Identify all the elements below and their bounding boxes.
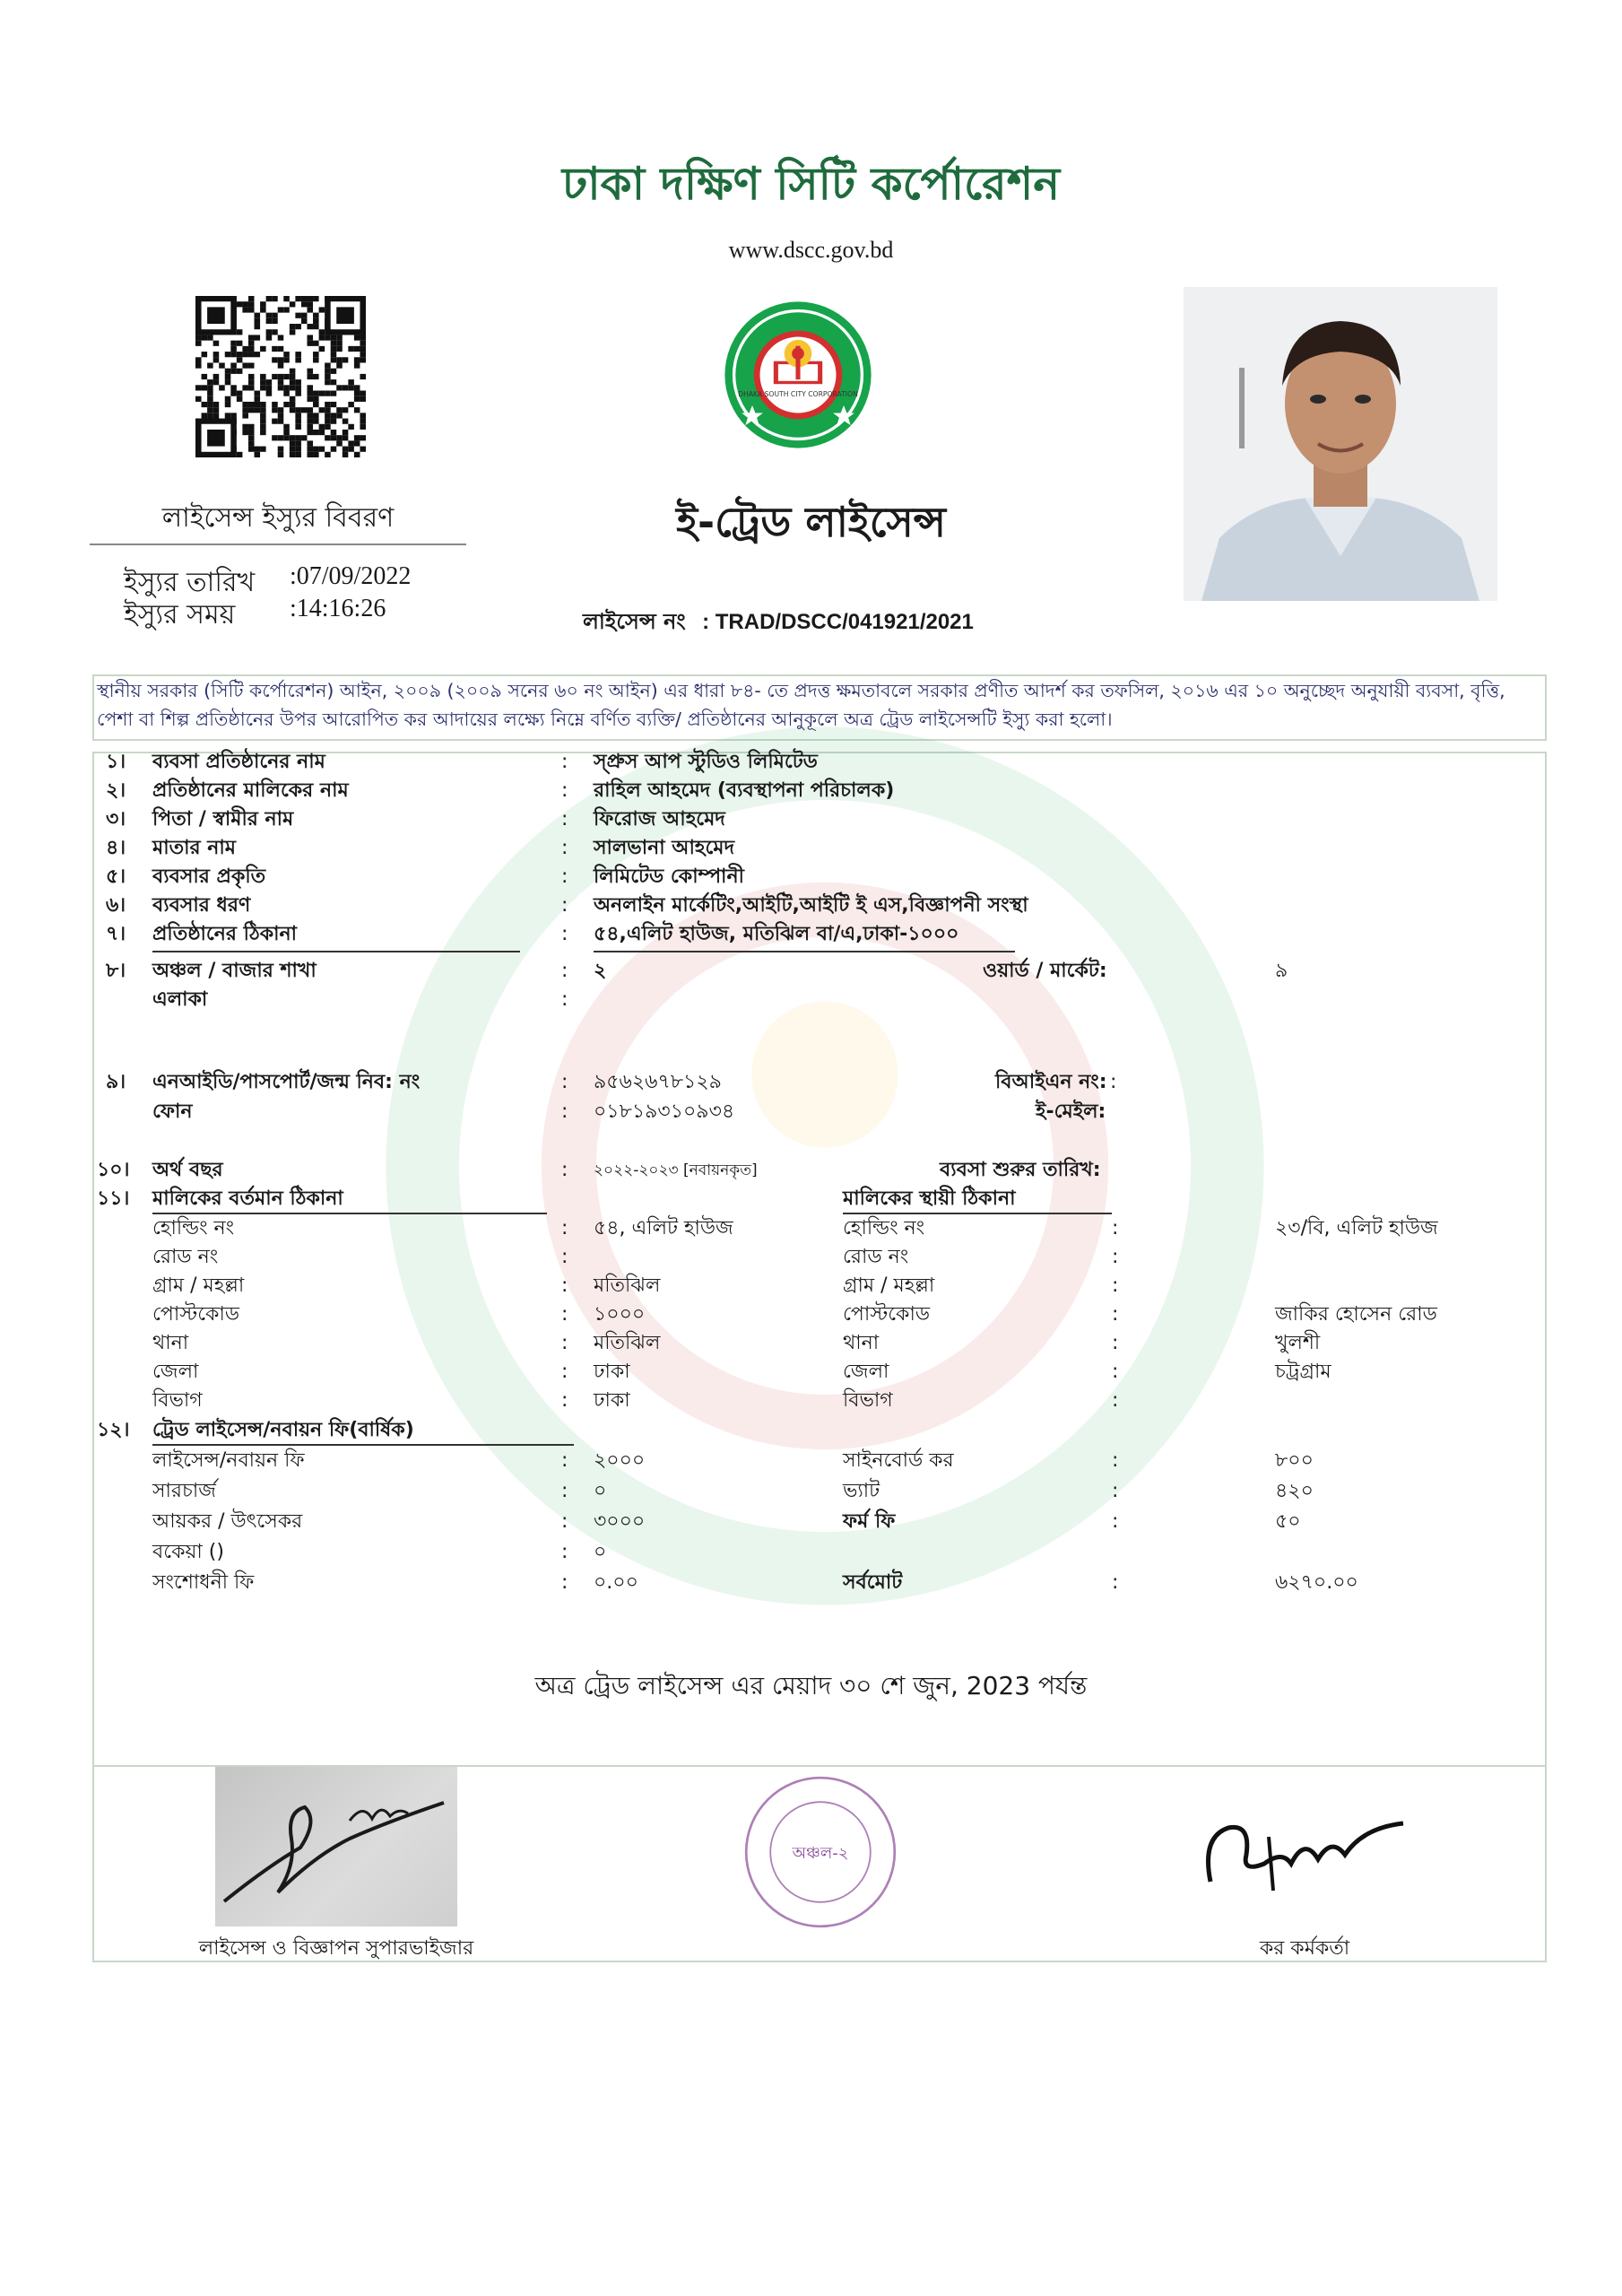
separator-colon: : — [1112, 1510, 1119, 1533]
address-permanent-value: খুলশী — [1275, 1332, 1321, 1354]
fee-value: ৩০০০ — [594, 1510, 646, 1533]
zone-value: ২ — [594, 960, 607, 982]
issue-time-row — [124, 593, 386, 639]
fee-right-label: ভ্যাট — [843, 1480, 880, 1502]
field-number: ৪। — [106, 837, 126, 859]
field-value: ফিরোজ আহমেদ — [594, 808, 725, 831]
address-current-value: মতিঝিল — [594, 1274, 661, 1297]
field-label: প্রতিষ্ঠানের ঠিকানা — [152, 923, 298, 945]
separator-colon: : — [561, 1303, 568, 1326]
field-label: প্রতিষ্ঠানের মালিকের নাম — [152, 779, 349, 802]
fee-right-value: ৪২০ — [1275, 1480, 1314, 1502]
separator-colon: : — [561, 1246, 568, 1268]
ward-label: ওয়ার্ড / মার্কেট: — [983, 960, 1107, 982]
underline — [152, 1444, 574, 1446]
fee-value: ০ — [594, 1541, 607, 1563]
current-address-label: মালিকের বর্তমান ঠিকানা — [152, 1187, 343, 1210]
supervisor-signature — [215, 1767, 457, 1926]
qr-code-icon — [195, 296, 366, 457]
zone-number: ৮। — [106, 960, 126, 982]
validity-statement: অত্র ট্রেড লাইসেন্স এর মেয়াদ ৩০ শে জুন, 2023 পর্যন্ত — [534, 1671, 1088, 1700]
address-permanent-label: থানা — [843, 1332, 880, 1354]
separator-colon: : — [561, 1274, 568, 1297]
phone-value: ০১৮১৯৩১০৯৩৪ — [594, 1100, 735, 1123]
zone-label: অঞ্চল / বাজার শাখা — [152, 960, 317, 982]
address-current-value: ঢাকা — [594, 1389, 630, 1412]
address-field-label: জেলা — [152, 1361, 199, 1383]
fee-label: লাইসেন্স/নবায়ন ফি — [152, 1449, 305, 1472]
separator-colon: : — [561, 751, 568, 773]
address-current-value: ৫৪, এলিট হাউজ — [594, 1217, 733, 1239]
preamble-text: স্থানীয় সরকার (সিটি কর্পোরেশন) আইন, ২০০৯ (২০০৯ সনের ৬০ নং আইন) এর ধারা ৮৪- তে প্রদত্ত ক্ষমতাবলে সরকার প্রণীত আদর্শ কর তফসিল, ২০১৬ এর ১০ অনুচ্ছেদ অনুযায়ী ব্যবসা, বৃত্তি, পেশা বা শিল্প প্রতিষ্ঠানের উপর আরোপিত কর আদায়ের লক্ষ্যে নিম্নে বর্ণিত ব্যক্তি/ প্রতিষ্ঠানের আনুকূলে অত্র ট্রেড লাইসেন্সটি ইস্যু করা হলো। — [97, 680, 1505, 730]
underline — [594, 951, 1015, 952]
bin-label: বিআইএন নং: — [995, 1071, 1107, 1093]
issue-details-heading: লাইসেন্স ইস্যুর বিবরণ — [161, 502, 395, 534]
start-date-label: ব্যবসা শুরুর তারিখ: — [940, 1159, 1101, 1181]
watermark-logo-icon — [368, 709, 1282, 1623]
field-label: ব্যবসার প্রকৃতি — [152, 865, 266, 888]
separator-colon: : — [561, 988, 568, 1011]
fee-right-label: ফর্ম ফি — [843, 1510, 896, 1533]
fee-label: আয়কর / উৎসেকর — [152, 1510, 303, 1533]
separator-colon: : — [561, 808, 568, 831]
field-value: সালভানা আহমেদ — [594, 837, 735, 859]
fee-label: বকেয়া () — [152, 1541, 224, 1563]
separator-colon: : — [561, 1332, 568, 1354]
separator-colon: : — [561, 1389, 568, 1412]
ward-value: ৯ — [1275, 960, 1288, 982]
address-permanent-value: ২৩/বি, এলিট হাউজ — [1275, 1217, 1438, 1239]
field-value: স্প্রুস আপ স্টুডিও লিমিটেড — [594, 751, 818, 773]
address-permanent-value: চট্রগ্রাম — [1275, 1361, 1331, 1383]
fee-right-value: ৮০০ — [1275, 1449, 1314, 1472]
tax-officer-label: কর কর্মকর্তা — [1259, 1937, 1350, 1960]
fee-value: ২০০০ — [594, 1449, 646, 1472]
address-field-label: পোস্টকোড — [152, 1303, 240, 1326]
field-number: ৫। — [106, 865, 126, 888]
license-number-value: : TRAD/DSCC/041921/2021 — [702, 610, 974, 634]
field-value: রাহিল আহমেদ (ব্যবস্থাপনা পরিচালক) — [594, 779, 895, 802]
separator-colon: : — [1110, 1071, 1117, 1093]
fee-label: সারচার্জ — [152, 1480, 216, 1502]
address-field-label: রোড নং — [152, 1246, 219, 1268]
address-field-label: হোল্ডিং নং — [152, 1217, 235, 1239]
address-number: ১১। — [97, 1187, 130, 1210]
signature-scribble-icon — [1184, 1774, 1426, 1926]
separator-colon: : — [561, 1449, 568, 1472]
seal-text: অঞ্চল-২ — [792, 1844, 849, 1864]
separator-colon: : — [561, 1361, 568, 1383]
official-seal — [740, 1771, 901, 1933]
separator-colon: : — [561, 1480, 568, 1502]
address-permanent-label: বিভাগ — [843, 1389, 893, 1412]
license-number — [583, 605, 974, 641]
separator-colon: : — [1112, 1480, 1119, 1502]
nid-label: এনআইডি/পাসপোর্ট/জন্ম নিব: নং — [152, 1071, 421, 1093]
fiscal-number: ১০। — [97, 1159, 130, 1181]
address-field-label: গ্রাম / মহল্লা — [152, 1274, 245, 1297]
nid-value: ৯৫৬২৬৭৮১২৯ — [594, 1071, 722, 1093]
fees-number: ১২। — [97, 1419, 130, 1441]
nid-number: ৯। — [106, 1071, 126, 1093]
field-number: ৩। — [106, 808, 126, 831]
address-permanent-value: জাকির হোসেন রোড — [1275, 1303, 1437, 1326]
separator-colon: : — [1112, 1332, 1119, 1354]
fee-right-value: ৫০ — [1275, 1510, 1301, 1533]
field-number: ৭। — [106, 923, 126, 945]
fees-label: ট্রেড লাইসেন্স/নবায়ন ফি(বার্ষিক) — [152, 1419, 414, 1441]
underline — [152, 951, 520, 952]
separator-colon: : — [561, 1071, 568, 1093]
email-label: ই-মেইল: — [1036, 1100, 1106, 1123]
supervisor-label: লাইসেন্স ও বিজ্ঞাপন সুপারভাইজার — [198, 1937, 474, 1960]
field-number: ১। — [106, 751, 126, 773]
separator-colon: : — [1112, 1361, 1119, 1383]
area-label: এলাকা — [152, 988, 208, 1011]
issue-date-value: :07/09/2022 — [290, 562, 412, 590]
fee-right-label: সর্বমোট — [843, 1571, 903, 1594]
separator-colon: : — [561, 1541, 568, 1563]
fee-value: ০ — [594, 1480, 607, 1502]
field-number: ৬। — [106, 894, 126, 917]
field-number: ২। — [106, 779, 126, 802]
separator-colon: : — [1112, 1449, 1119, 1472]
page-title: ঢাকা দক্ষিণ সিটি কর্পোরেশন — [561, 158, 1061, 210]
address-field-label: থানা — [152, 1332, 189, 1354]
fee-right-label: সাইনবোর্ড কর — [843, 1449, 954, 1472]
issue-time-value: :14:16:26 — [290, 595, 386, 622]
separator-colon: : — [1112, 1389, 1119, 1412]
separator-colon: : — [1112, 1217, 1119, 1239]
field-value: অনলাইন মার্কেটিং,আইটি,আইটি ই এস,বিজ্ঞাপনী সংস্থা — [594, 894, 1028, 917]
fiscal-label: অর্থ বছর — [152, 1159, 223, 1181]
issue-time-label: ইস্যুর সময় — [124, 599, 236, 631]
field-label: মাতার নাম — [152, 837, 236, 859]
phone-label: ফোন — [152, 1100, 193, 1123]
issue-date-label: ইস্যুর তারিখ — [124, 567, 256, 598]
field-label: ব্যবসার ধরণ — [152, 894, 251, 917]
field-label: ব্যবসা প্রতিষ্ঠানের নাম — [152, 751, 325, 773]
address-permanent-label: জেলা — [843, 1361, 889, 1383]
logo-text: DHAKA SOUTH CITY CORPORATION — [738, 389, 858, 398]
address-permanent-label: গ্রাম / মহল্লা — [843, 1274, 935, 1297]
separator-colon: : — [561, 960, 568, 982]
separator-colon: : — [561, 1159, 568, 1181]
separator-colon: : — [1112, 1303, 1119, 1326]
separator-colon: : — [561, 865, 568, 888]
separator-colon: : — [561, 1510, 568, 1533]
separator-colon: : — [561, 1571, 568, 1594]
fiscal-value: ২০২২-২০২৩ [নবায়নকৃত] — [594, 1161, 758, 1179]
separator-colon: : — [561, 923, 568, 945]
separator-colon: : — [1112, 1246, 1119, 1268]
separator-colon: : — [1112, 1571, 1119, 1594]
fee-label: সংশোধনী ফি — [152, 1571, 255, 1594]
field-label: পিতা / স্বামীর নাম — [152, 808, 294, 831]
address-field-label: বিভাগ — [152, 1389, 203, 1412]
underline — [152, 1213, 547, 1214]
address-current-value: মতিঝিল — [594, 1332, 661, 1354]
separator-colon: : — [561, 894, 568, 917]
website-url: www.dscc.gov.bd — [728, 237, 894, 263]
address-current-value: ঢাকা — [594, 1361, 630, 1383]
address-permanent-label: পোস্টকোড — [843, 1303, 931, 1326]
separator-colon: : — [561, 779, 568, 802]
license-title: ই-ট্রেড লাইসেন্স — [676, 498, 946, 546]
field-value: ৫৪,এলিট হাউজ, মতিঝিল বা/এ,ঢাকা-১০০০ — [594, 923, 959, 945]
separator-colon: : — [561, 1100, 568, 1123]
separator-colon: : — [561, 837, 568, 859]
underline — [843, 1213, 1112, 1214]
address-permanent-label: হোল্ডিং নং — [843, 1217, 925, 1239]
license-number-label: লাইসেন্স নং — [583, 609, 686, 634]
field-value: লিমিটেড কোম্পানী — [594, 865, 744, 888]
address-current-value: ১০০০ — [594, 1303, 646, 1326]
separator-colon: : — [561, 1217, 568, 1239]
tax-officer-signature — [1184, 1774, 1426, 1926]
address-permanent-label: রোড নং — [843, 1246, 909, 1268]
separator-colon: : — [1112, 1274, 1119, 1297]
signature-scribble-icon — [215, 1767, 457, 1926]
fee-value: ০.০০ — [594, 1571, 638, 1594]
permanent-address-label: মালিকের স্থায়ী ঠিকানা — [843, 1187, 1016, 1210]
fee-right-value: ৬২৭০.০০ — [1275, 1571, 1358, 1594]
city-corporation-logo — [722, 299, 874, 451]
